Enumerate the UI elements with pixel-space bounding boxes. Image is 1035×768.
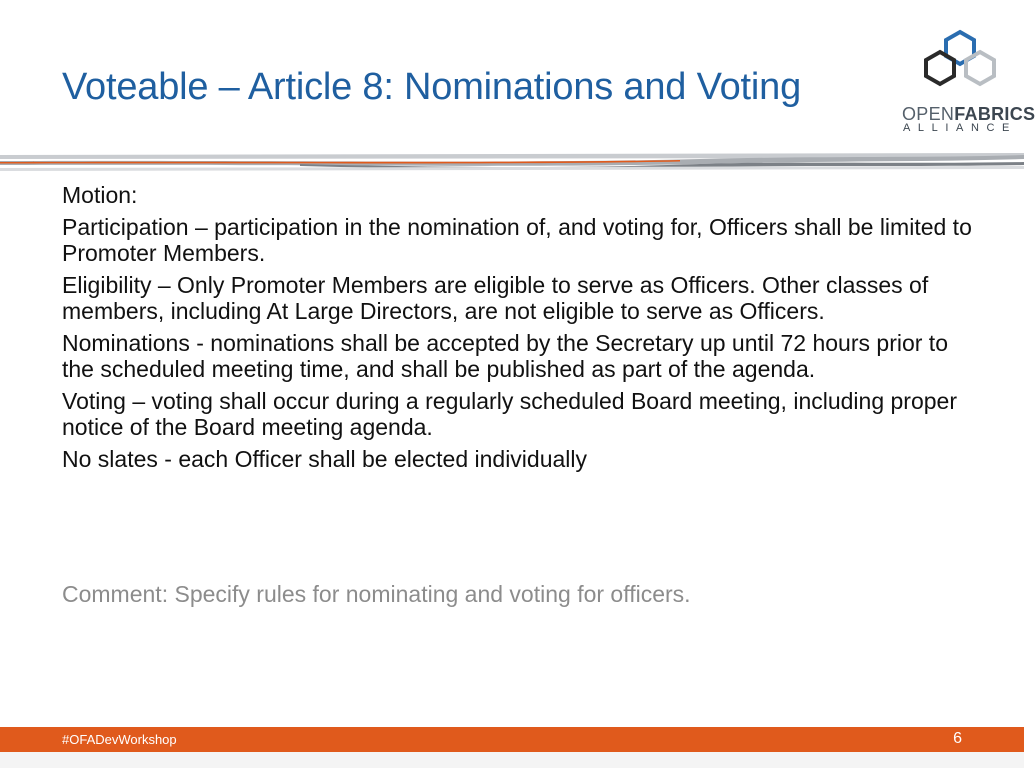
slide-comment: Comment: Specify rules for nominating and voting for officers. bbox=[62, 581, 691, 607]
footer-bar bbox=[0, 727, 1024, 752]
header-divider bbox=[0, 150, 1024, 174]
logo-word-open: OPEN bbox=[902, 104, 955, 124]
body-line-nominations: Nominations - nominations shall be accepted by the Secretary up until 72 hours prior to the scheduled meeting time, and shall be published as part of the agenda. bbox=[62, 330, 948, 382]
body-line-no-slates: No slates - each Officer shall be elected individually bbox=[62, 446, 588, 472]
body-line-motion: Motion: bbox=[62, 182, 138, 208]
body-line-participation: Participation – participation in the nomination of, and voting for, Officers shall be limited to Promoter Members. bbox=[62, 214, 972, 266]
slide-body bbox=[62, 182, 972, 478]
logo-subtitle: ALLIANCE bbox=[903, 122, 1017, 134]
body-line-voting: Voting – voting shall occur during a regularly scheduled Board meeting, including proper notice of the Board meeting agenda. bbox=[62, 388, 957, 440]
ofa-logo bbox=[900, 30, 1035, 140]
footer-shadow bbox=[0, 752, 1024, 768]
logo-word-fabrics: FABRICS bbox=[954, 104, 1035, 124]
body-line-eligibility: Eligibility – Only Promoter Members are eligible to serve as Officers. Other classes of members, including At Large Directors, are not eligible to serve as Officers. bbox=[62, 272, 929, 324]
footer-hashtag: #OFADevWorkshop bbox=[62, 732, 177, 747]
page-number: 6 bbox=[953, 730, 962, 747]
slide-title: Voteable – Article 8: Nominations and Voting bbox=[62, 66, 802, 108]
hexagon-logo-icon bbox=[914, 30, 1004, 102]
